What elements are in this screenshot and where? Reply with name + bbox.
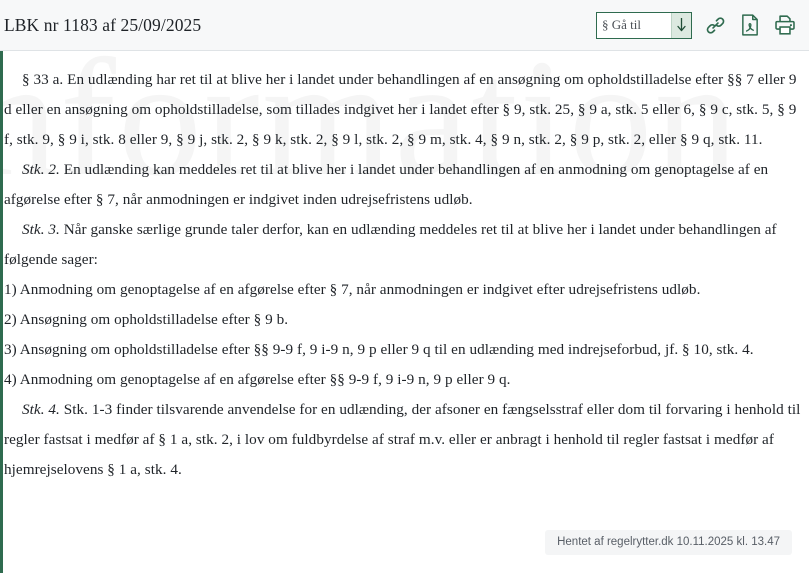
print-icon[interactable] bbox=[773, 12, 797, 38]
goto-input[interactable] bbox=[597, 13, 671, 38]
para-stk3 bbox=[4, 215, 805, 275]
para-33a bbox=[4, 65, 805, 155]
goto-combobox[interactable] bbox=[596, 12, 692, 39]
para-stk3-lead: Stk. 3. bbox=[22, 221, 60, 238]
page-title: LBK nr 1183 af 25/09/2025 bbox=[4, 14, 202, 35]
document-body bbox=[0, 51, 809, 573]
document-header bbox=[0, 0, 809, 51]
para-item-4-text: 4) Anmodning om genoptagelse af en afgørelse efter §§ 9-9 f, 9 i-9 n, 9 p eller 9 q. bbox=[4, 371, 511, 388]
para-stk4-lead: Stk. 4. bbox=[22, 401, 60, 418]
para-stk3-text: Når ganske særlige grunde taler derfor, kan en udlænding meddeles ret til at blive her i landet under behandlingen af følgende sager: bbox=[4, 221, 777, 268]
para-stk4 bbox=[4, 395, 805, 485]
header-toolbar bbox=[596, 12, 801, 39]
para-item-2-text: 2) Ansøgning om opholdstilladelse efter § 9 b. bbox=[4, 311, 289, 328]
para-item-1-text: 1) Anmodning om genoptagelse af en afgørelse efter § 7, når anmodningen er indgivet efter udrejsefristens udløb. bbox=[4, 281, 701, 298]
pdf-icon[interactable] bbox=[738, 12, 762, 38]
para-item-1 bbox=[4, 275, 805, 305]
para-stk4-text: Stk. 1-3 finder tilsvarende anvendelse for en udlænding, der afsoner en fængselsstraf eller dom til forvaring i henhold til regler fastsat i medfør af § 1 a, stk. 2, i lov om fuldbyrdelse af straf m.v. eller er anbragt i henhold til regler fastsat i medfør af hjemrejselovens § 1 a, stk. 4. bbox=[4, 401, 801, 478]
retrieval-badge: Hentet af regelrytter.dk 10.11.2025 kl. 13.47 bbox=[545, 530, 792, 556]
para-item-3 bbox=[4, 335, 805, 365]
para-item-2 bbox=[4, 305, 805, 335]
paragraph-list bbox=[4, 65, 805, 485]
para-stk2-text: En udlænding kan meddeles ret til at blive her i landet under behandlingen af en anmodning om genoptagelse af en afgørelse efter § 7, når anmodningen er indgivet inden udrejsefristens udløb. bbox=[4, 161, 769, 208]
para-stk2 bbox=[4, 155, 805, 215]
para-stk2-lead: Stk. 2. bbox=[22, 161, 60, 178]
para-item-3-text: 3) Ansøgning om opholdstilladelse efter §§ 9-9 f, 9 i-9 n, 9 p eller 9 q til en udlænding med indrejseforbud, jf. § 10, stk. 4. bbox=[4, 341, 754, 358]
para-33a-lead: § 33 a. bbox=[22, 71, 64, 88]
dropdown-arrow-icon[interactable] bbox=[671, 13, 691, 38]
para-33a-text: En udlænding har ret til at blive her i landet under behandlingen af en ansøgning om opholdstilladelse efter §§ 7 eller 9 d eller en ansøgning om opholdstilladelse, som tillades indgivet her i landet efter § 9, stk. 25, § 9 a, stk. 5 eller 6, § 9 c, stk. 5, § 9 f, stk. 9, § 9 i, stk. 8 eller 9, § 9 j, stk. 2, § 9 k, stk. 2, § 9 l, stk. 2, § 9 m, stk. 4, § 9 n, stk. 2, § 9 p, stk. 2, eller § 9 q, stk. 11. bbox=[4, 71, 797, 148]
page-left-rail bbox=[0, 51, 3, 573]
link-icon[interactable] bbox=[703, 12, 727, 38]
para-item-4 bbox=[4, 365, 805, 395]
